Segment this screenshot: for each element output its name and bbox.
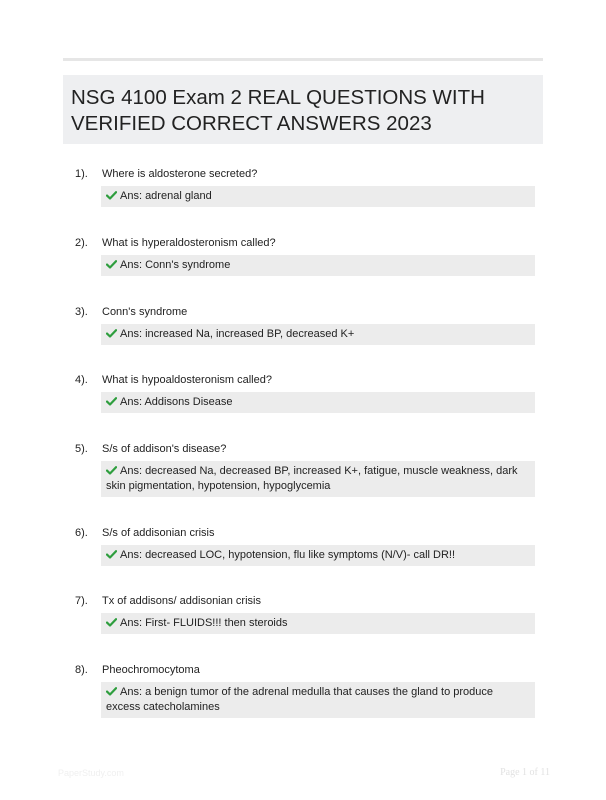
question-number: 1). (75, 168, 88, 180)
question-number: 3). (75, 306, 88, 318)
title-line-2: VERIFIED CORRECT ANSWERS 2023 (71, 112, 432, 135)
check-icon (106, 687, 117, 696)
check-icon (106, 191, 117, 200)
answer-box (101, 545, 535, 566)
answer-text: Ans: decreased Na, decreased BP, increased K+, fatigue, muscle weakness, dark skin pigmentation, hypotension, hypoglycemia (106, 465, 518, 492)
answer-text: Ans: decreased LOC, hypotension, flu like symptoms (N/V)- call DR!! (120, 549, 456, 561)
page-number: Page 1 of 11 (500, 767, 550, 778)
question-number: 7). (75, 595, 88, 607)
top-divider (63, 58, 543, 61)
check-icon (106, 618, 117, 627)
answer-text: Ans: adrenal gland (120, 190, 212, 202)
answer-text: Ans: Addisons Disease (120, 396, 233, 408)
question-text: Where is aldosterone secreted? (102, 168, 258, 180)
question-number: 5). (75, 443, 88, 455)
question-text: What is hypoaldosteronism called? (102, 374, 272, 386)
check-icon (106, 466, 117, 475)
answer-box (101, 682, 535, 718)
answer-box (101, 461, 535, 497)
question-text: Pheochromocytoma (102, 664, 200, 676)
title-line-1: NSG 4100 Exam 2 REAL QUESTIONS WITH (71, 86, 485, 109)
question-text: Tx of addisons/ addisonian crisis (102, 595, 261, 607)
footer-watermark: PaperStudy.com (58, 768, 124, 778)
check-icon (106, 397, 117, 406)
answer-text: Ans: increased Na, increased BP, decreased K+ (120, 328, 355, 340)
question-text: S/s of addison's disease? (102, 443, 227, 455)
answer-text: Ans: a benign tumor of the adrenal medulla that causes the gland to produce excess catecholamines (106, 686, 494, 713)
check-icon (106, 260, 117, 269)
answer-box (101, 613, 535, 634)
question-text: What is hyperaldosteronism called? (102, 237, 276, 249)
check-icon (106, 329, 117, 338)
question-number: 2). (75, 237, 88, 249)
question-number: 6). (75, 527, 88, 539)
question-number: 8). (75, 664, 88, 676)
question-text: Conn's syndrome (102, 306, 188, 318)
check-icon (106, 550, 117, 559)
answer-box (101, 255, 535, 276)
answer-box (101, 392, 535, 413)
answer-box (101, 324, 535, 345)
question-number: 4). (75, 374, 88, 386)
answer-text: Ans: Conn's syndrome (120, 259, 231, 271)
answer-box (101, 186, 535, 207)
answer-text: Ans: First- FLUIDS!!! then steroids (120, 617, 288, 629)
document-title (63, 75, 543, 144)
question-text: S/s of addisonian crisis (102, 527, 215, 539)
